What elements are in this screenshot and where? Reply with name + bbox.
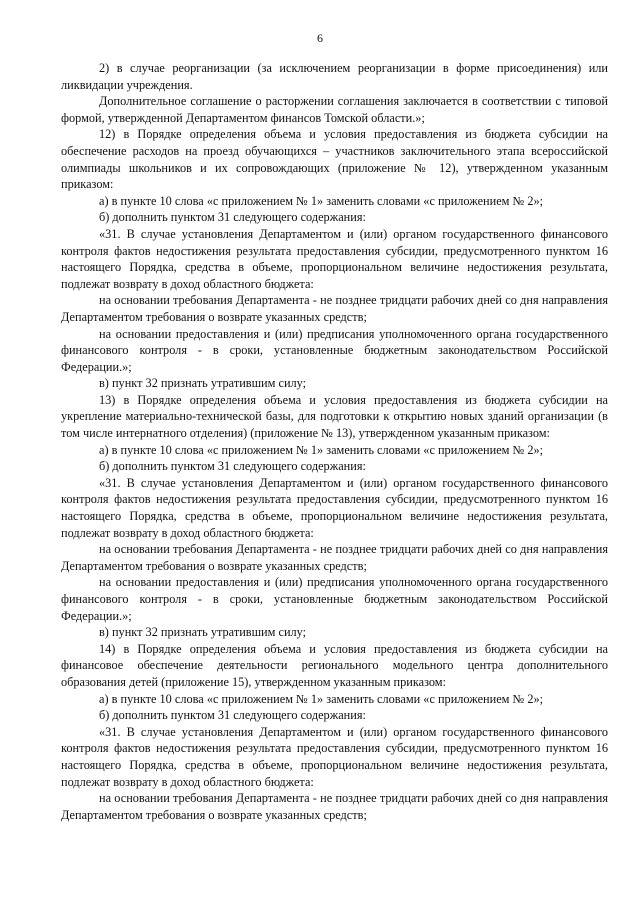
paragraph-4: а) в пункте 10 слова «с приложением № 1» заменить словами «с приложением № 2»; [99, 193, 544, 208]
paragraph-15: на основании предоставления и (или) предписания уполномоченного органа государственного финансового контроля - в сроки, установленные бюджетным законодательством Российской Федерации.»; [61, 575, 608, 623]
paragraph-5: б) дополнить пунктом 31 следующего содержания: [99, 210, 366, 225]
paragraph-2: Дополнительное соглашение о расторжении соглашения заключается в соответствии с типовой формой, утвержденной Департаментом финансов Томской области.»; [61, 94, 608, 125]
document-body [61, 60, 608, 823]
page-number: 6 [317, 31, 323, 45]
paragraph-14: на основании требования Департамента - не позднее тридцати рабочих дней со дня направления Департаментом требования о возврате указанных средств; [61, 542, 608, 573]
paragraph-13: «31. В случае установления Департаментом и (или) органом государственного финансового контроля фактов недостижения результата предоставления субсидии, предусмотренного пунктом 16 настоящего Порядка, средства в объеме, пропорциональном величине недостижения результата, подлежат возврату в доход областного бюджета: [61, 475, 608, 540]
paragraph-9: в) пункт 32 признать утратившим силу; [99, 376, 307, 391]
paragraph-17: 14) в Порядке определения объема и условия предоставления из бюджета субсидии на финансовое обеспечение деятельности регионального модельного центра дополнительного образования детей (приложение 15), утвержденном указанным приказом: [61, 641, 608, 689]
paragraph-1: 2) в случае реорганизации (за исключением реорганизации в форме присоединения) или ликвидации учреждения. [61, 61, 608, 92]
paragraph-20: «31. В случае установления Департаментом и (или) органом государственного финансового контроля фактов недостижения результата предоставления субсидии, предусмотренного пунктом 16 настоящего Порядка, средства в объеме, пропорциональном величине недостижения результата, подлежат возврату в доход областного бюджета: [61, 724, 608, 789]
paragraph-8: на основании предоставления и (или) предписания уполномоченного органа государственного финансового контроля - в сроки, установленные бюджетным законодательством Российской Федерации.»; [61, 326, 608, 374]
paragraph-7: на основании требования Департамента - не позднее тридцати рабочих дней со дня направления Департаментом требования о возврате указанных средств; [61, 293, 608, 324]
paragraph-10: 13) в Порядке определения объема и условия предоставления из бюджета субсидии на укрепление материально-технической базы, для подготовки к открытию новых зданий организации (в том числе интернатного отделения) (приложение № 13), утвержденном указанным приказом: [61, 392, 608, 441]
paragraph-3: 12) в Порядке определения объема и условия предоставления из бюджета субсидии на обеспечение расходов на проезд обучающихся – участников заключительного этапа всероссийской олимпиады школьников и их сопровождающих (приложение № 12), утвержденном указанным приказом: [61, 127, 608, 192]
paragraph-18: а) в пункте 10 слова «с приложением № 1» заменить словами «с приложением № 2»; [99, 691, 544, 706]
paragraph-6: «31. В случае установления Департаментом и (или) органом государственного финансового контроля фактов недостижения результата предоставления субсидии, предусмотренного пунктом 16 настоящего Порядка, средства в объеме, пропорциональном величине недостижения результата, подлежат возврату в доход областного бюджета: [61, 226, 608, 291]
paragraph-11: а) в пункте 10 слова «с приложением № 1» заменить словами «с приложением № 2»; [99, 442, 544, 457]
paragraph-21: на основании требования Департамента - не позднее тридцати рабочих дней со дня направления Департаментом требования о возврате указанных средств; [61, 791, 608, 822]
paragraph-12: б) дополнить пунктом 31 следующего содержания: [99, 459, 366, 474]
paragraph-19: б) дополнить пунктом 31 следующего содержания: [99, 708, 366, 723]
paragraph-16: в) пункт 32 признать утратившим силу; [99, 625, 307, 640]
